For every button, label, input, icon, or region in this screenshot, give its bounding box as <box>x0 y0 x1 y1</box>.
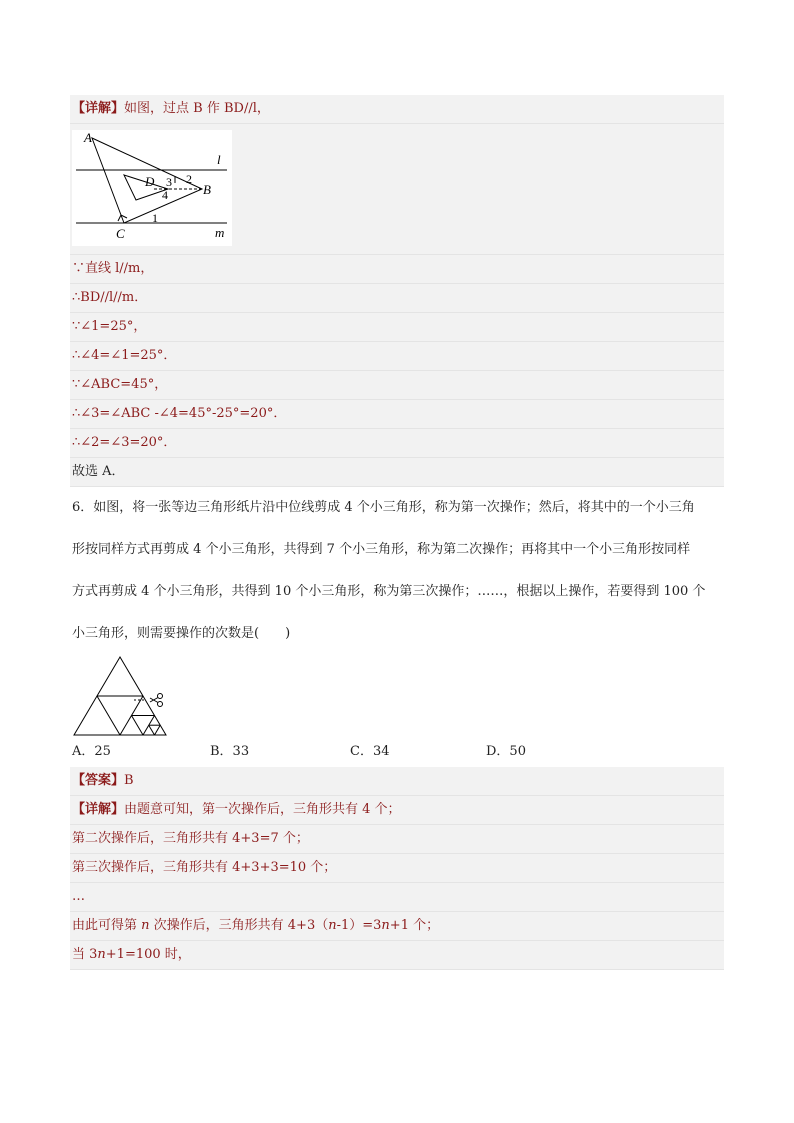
question-6 <box>70 487 724 767</box>
detail-bracket: 【详解】 <box>72 101 125 116</box>
label-d: D <box>145 174 155 189</box>
label-c: C <box>116 226 125 241</box>
option-c[interactable]: C．34 <box>350 744 390 759</box>
triangle-figure <box>72 655 172 737</box>
step-3: ∵∠1=25°， <box>70 313 724 342</box>
answer-bracket: 【答案】 <box>72 773 125 788</box>
angle-label-3: 3 <box>166 175 172 189</box>
question-line-3: 方式再剪成 4 个小三角形，共得到 10 个小三角形，称为第三次操作；……，根据以上操作，若要得到 100 个 <box>72 584 706 599</box>
step-4: ∴∠4=∠1=25°． <box>70 342 724 371</box>
scissors-icon <box>150 694 163 707</box>
angle-label-4: 4 <box>162 188 168 202</box>
step-2: ∴BD//l//m． <box>70 284 724 313</box>
detail-5-n3: n <box>381 918 390 933</box>
option-b[interactable]: B．33 <box>210 744 250 759</box>
label-l: l <box>217 152 221 167</box>
label-b: B <box>203 182 211 197</box>
step-1: ∵直线 l//m， <box>70 255 724 284</box>
angle-label-1: 1 <box>152 211 158 225</box>
detail-line-5 <box>70 912 724 941</box>
parallel-lines-figure-box <box>70 124 724 255</box>
step-6: ∴∠3=∠ABC -∠4=45°-25°=20°． <box>70 400 724 429</box>
step-5: ∵∠ABC=45°， <box>70 371 724 400</box>
third-cut-left <box>149 725 155 735</box>
question-line-4: 小三角形，则需要操作的次数是( ) <box>72 626 291 641</box>
detail-text-1: 由题意可知，第一次操作后，三角形共有 4 个； <box>124 802 401 817</box>
third-cut-right <box>155 725 161 735</box>
answer-line <box>70 767 724 796</box>
option-d[interactable]: D．50 <box>486 744 526 759</box>
options-row <box>70 737 724 767</box>
step-7: ∴∠2=∠3=20°． <box>70 429 724 458</box>
label-a: A <box>84 130 92 145</box>
midline-left <box>97 696 120 735</box>
detail-heading-a <box>70 95 724 124</box>
answer-value: B <box>124 773 134 788</box>
detail-heading-text: 如图，过点 B 作 BD//l， <box>124 101 270 116</box>
detail-5b: 次操作后，三角形共有 4+3（ <box>149 918 329 933</box>
detail-5-n1: n <box>141 918 150 933</box>
detail-6a: 当 3 <box>72 947 98 962</box>
detail-bracket-2: 【详解】 <box>72 802 125 817</box>
question-line-1: 6．如图，将一张等边三角形纸片沿中位线剪成 4 个小三角形，称为第一次操作；然后，将其中的一个小三角 <box>72 500 695 515</box>
label-m: m <box>215 225 225 240</box>
detail-line-1 <box>70 796 724 825</box>
conclusion: 故选 A． <box>70 458 724 487</box>
detail-line-3: 第三次操作后，三角形共有 4+3+3=10 个； <box>70 854 724 883</box>
detail-5-n2: n <box>328 918 337 933</box>
triangle-figure-box <box>70 655 724 737</box>
detail-6b: +1=100 时， <box>105 947 191 962</box>
detail-line-2: 第二次操作后，三角形共有 4+3=7 个； <box>70 825 724 854</box>
detail-line-4: … <box>70 883 724 912</box>
page-content <box>70 95 724 970</box>
parallel-lines-figure <box>72 130 232 246</box>
detail-5d: +1 个； <box>389 918 440 933</box>
detail-line-6 <box>70 941 724 970</box>
detail-5c: -1）=3 <box>336 918 382 933</box>
detail-5a: 由此可得第 <box>72 918 142 933</box>
second-cut-left <box>132 716 144 736</box>
angle-label-2: 2 <box>186 172 192 186</box>
detail-6-n: n <box>97 947 106 962</box>
option-a[interactable]: A．25 <box>72 744 111 759</box>
question-line-2: 形按同样方式再剪成 4 个小三角形，共得到 7 个小三角形，称为第二次操作；再将其中一个小三角形按同样 <box>72 542 691 557</box>
